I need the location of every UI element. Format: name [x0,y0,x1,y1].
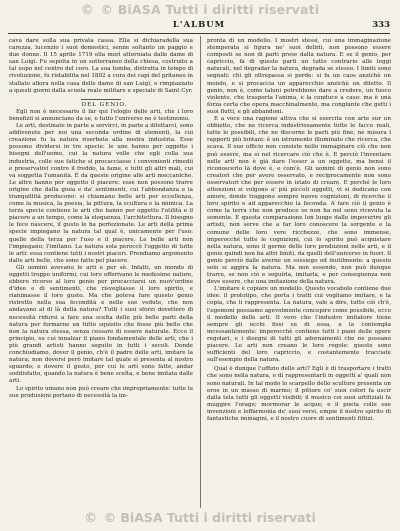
copyright-logo-icon: © [80,3,94,18]
running-title: L'ALBUM [172,20,226,30]
paragraph: Lo spirito umano non può creare che impropriamente: tutte le sue produzioni portano di necessità la im- [9,385,193,399]
paragraph: cava dare sulla sua privata cassa. Ella si dichiaradella sua carezza, lucenzio i suoi domestici, senne soltanto un paggio e due donne. Il 15 aprile 1719 ella morì attorniata dalle dame di san Luigi. Fu sepolta in un sotterraneo della chiesa, costruito a tal uopo nel centro del coro. La sua tomba, distrutta in tempo di rivoluzione, fu ristabilita nel 1802 a cura dei capi del pritaneo in stallato allora nella casa delle dame di san Luigi, e rimpiazzato a questi giorni dalla scuola reale militare e speciale di Saint Cyr. [9,38,193,94]
copyright-logo-icon: © [84,511,98,526]
left-column [9,38,193,506]
column-divider [200,36,201,508]
section-title: DEL GENIO. [81,101,128,108]
header-rule [8,33,390,34]
right-column [207,38,391,506]
paragraph: Egli non è necessario il far qui l'elogio delle arti, che i loro benefizii si annunciano da se, e tutto l'universo ne è testimonio. [9,108,193,122]
watermark-top [0,2,400,18]
page-header [8,20,390,33]
page-number: 333 [372,20,390,30]
section-separator [81,99,121,100]
paragraph: L'imitare è copiare un modello. Questo vocabolo contiene due idee: il prototipo, che porta i tratti cui vogliamo imitare, e la copia, che li rappresenta. La natura, vale a dire, tutto ciò ch'è, l'egemoni possiamo agevolmente concepire come possibile, ecco il modello delle arti. Il vero che l'industre imitatore tiene sempre gli occhi fissi su di essa, e la contempla incessantemente: imperocchè contiene tutti i piani delle opere regolari, e i disegni di tutti gli adornamenti che ne possano piacere. Le arti non creano le loro regole: queste sono sufficienti del loro capriccio, e costantemente tracciate sull'esempio della natura. [207,286,391,364]
paragraph: pronta di un modello. I mostri stessi, cui una immaginazione stemperata si figura ne' suoi delirii, non possono essere composti se non di parti prese dalla natura. E se il genio, per capriccio, fa di queste parti un tutto contrario alle leggi naturali, nel degradar la natura, degrada se stesso. I limiti sono segnati: chi gli oltrepassa si perde: si fa un caos anzichè un mondo, e si procaccia un apparecchio anzichè un diletto. Il genio, non è, come taluni potrebbono dare a credere, un fuoco violento, che trasporta l'anima, e la conduce a caso: ma è una forza certa che opera macchinalmente, ma congiunte che getti i suoi flutti, e gli abbandoni. [207,38,391,115]
paragraph: E a voce una ragione attiva che si esercita con arte sur un obbietto, che ne ricerca industriosamente tutte le facce reali, tutte le possibili, che ne discerne le parti più fine, ne misura i rapporti più lontani: è un istrumento illuminato che ricerca, che scava. Il suo officio non consiste nello immaginare ciò che non può essere, ma sì nel ricercare ciò che è. E perciò l'inventare nelle arti non è già dare l'esser a un oggetto, ma bensì il riconoscerlo là dove è, e com'è. Gli uomini di genio non sono creatori che per avere osservato, e reciprocamente non sono osservatori che per essere in istato di creare. E perché le loro attenzioni si volgono a' più piccoli oggetti, vi si dedicano con amore, donde traggono sempre nuove cognizioni, di ricerche il loro spirito e ad apparecchio la feconda. A fare ciò il genio è come la terra che non produce se non ha nel seno ricevuta la semente. E questa comparazione lon lunge dallo impoverire gli artisti, non serve che a far loro conoscere la sorgente e la comune delle loro vere ricchezze, che sono immense, imperocché tutte le cognizioni, cui lo spirito può acquistare nella natura, sono il germe delle loro produzioni nelle arti, e il genio quindi non ha altri limiti, da quelli dell'universo in fuori. Il genio perciò dalle averne un sussiego od inutilmente: a questo solo si aggira la natura. Ma non essendo, non può dunque trarre, se non ciò e seguirla, imitarla, e per conseguenza non deve essere, che una imitazione della natura. [207,116,391,286]
paragraph: Qual è dunque l'uffizio delle arti? Egli è di trasportare i tratti che sono nella natura, e di rappresentarli in oggetti a' quali non sono naturali. In tal modo lo scarpello dello scultore presenta un eroe in un masso di marmo; il pittore co' suoi colori fa uscir dalla tela tutti gli oggetti visibili; il musico coi suoi artifiziali fa muggire l'orage; mormorar le acque; e il poeta colle sue invenzioni e leffarmonia de' suoi versi, empie il nostro spirito di fantastiche immagini, e il nostro cuore di sentimenti fittizi. [207,366,391,422]
watermark-text: © BiASA Tutti i diritti riservati [103,510,316,525]
paragraph: Gli uomini avevano le arti e per sè. Infatti, un mondo di oggetti troppo uniformi, cui loro offerivano le medesime nature, ebbero ricorso al loro genio per procacciarsi un nuov'ordine d'idee e di sentimenti, che risvegliasse il loro spirito, e rianimasse il loro gusto. Ma che poteva fare questo genio ristretto nella sua fecondità e nelle sue vedute, che non andavano al di là della natura? Tutti i suoi sforzi dovettero di necessità ridursi a fare una scelta delle più belle parti della natura per formarne un tutto squisito che fosse più bello che non la natura stessa, senza cessare di essere naturale. Ecco il principio, su cui innalzar il piano fondamentale delle arti, che i più grandi artisti hanno seguito in tutti i secoli. Donde conchiudiamo, dover il genio, ch'è il padre delle arti, imitare la natura; non doversi però imitare tal quale si presenta al nostro sguardo; e dovere il gusto, per cui le arti sono fatte, andar soddisfatto, quando la natura è bene scelta, e bene imitata dalle arti. [9,264,193,385]
watermark-text: © BiASA Tutti i diritti riservati [100,2,320,17]
watermark-bottom [0,510,400,526]
paragraph: Le arti, destinate in parte a servirci, in parte a dilettarci, sono addivenute per noi una seconda ordine di elementi, la cui creazione fu la natura riserbata alla nostra industria. Esse possono dividersi in tre specie: le une hanno per oggetto i bisogni dell'uomo, cui la natura volle che egli colla sua industria, colle sue fatiche si procacciasse i convenienti rimedii e preservativi contro il freddo, la fame, e tutti gli altri mali, cui va soggetta l'umanità. È da queste origine alle arti meccaniche. Le altre hanno per oggetto il piacere: esse non possono trarre origine che dalla gioia e da' sentimenti, cui l'abbondanza e la tranquillità producono: si chiamano belle arti per eccellenza, come la musica, la poesia, la pittura, la scultura e la mimica. La terza specie contiene le arti che hanno per oggetto l'utilità e il piacere a un tempo, come la eloquenza, l'architettura. Il bisogno le fece nascere, il gusto le ha perfezionate. Le arti della prima specie impiegano la natura tal qual è, unicamente per l'uso: quelle della terza per l'uso e il piacere. Le belle arti non l'impiegano; l'imitano. La natura sola peroccò l'oggetto di tutte le arti: essa contiene tutti i nostri piaceri. Prendiamo argomento dalle arti belle, che sono fatte pel piacere. [9,123,193,264]
